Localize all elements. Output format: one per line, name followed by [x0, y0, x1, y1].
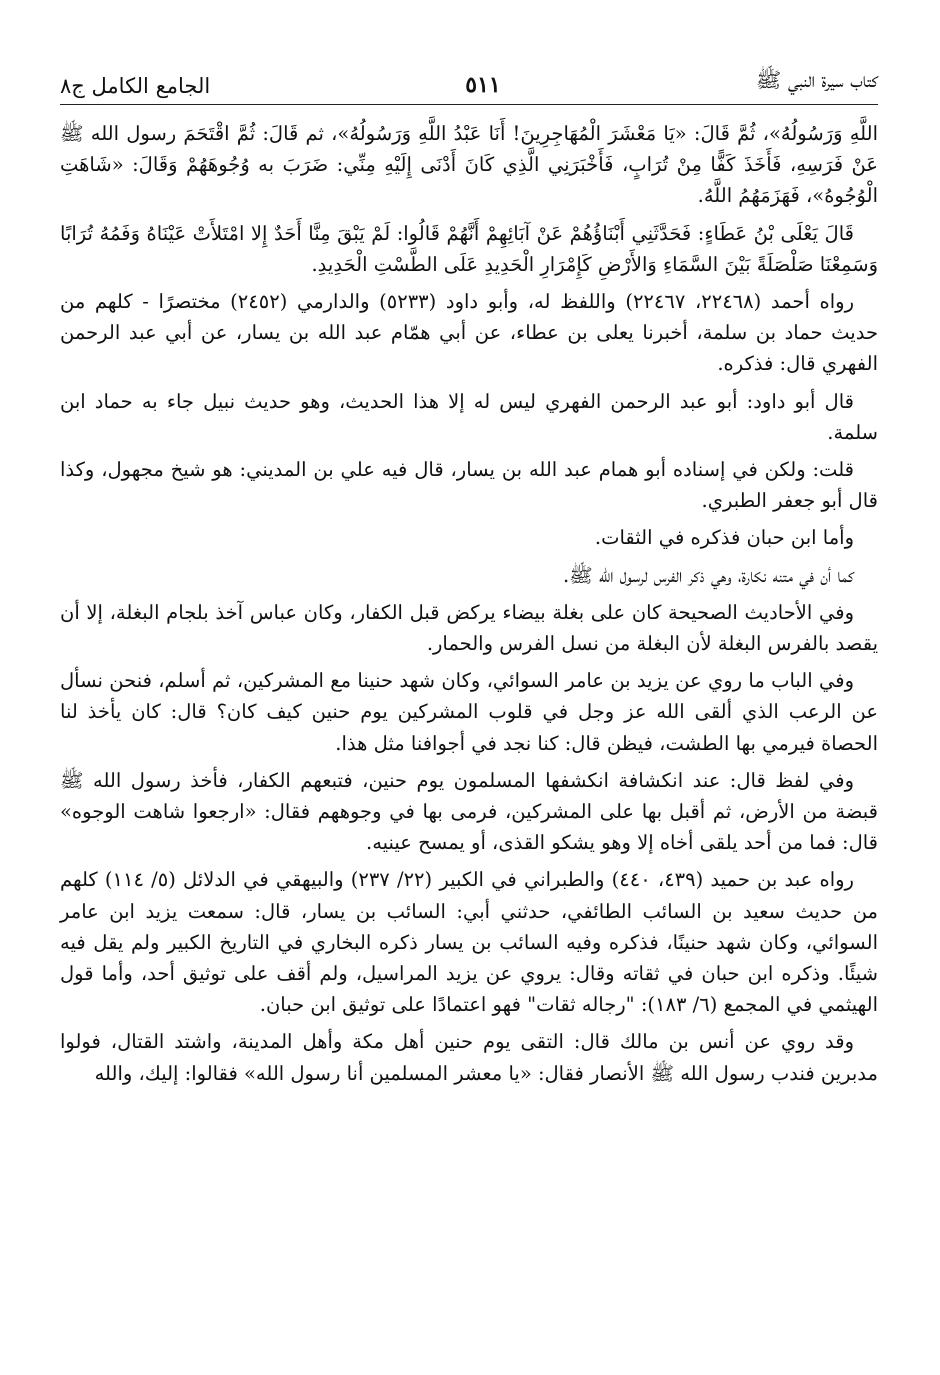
paragraph: اللَّهِ وَرَسُولُهُ»، ثُمَّ قَالَ: «يَا مَعْشَرَ الْمُهَاجِرِينَ! أَنَا عَبْدُ اللَّهِ وَرَسُولُهُ»، ثم قَالَ: ثُمَّ اقْتَحَمَ رسول الله ﷺ عَنْ فَرَسِهِ، فَأَخَذَ كَفًّا مِنْ تُرَابٍ، فَأَخْبَرَنِي الَّذِي كَانَ أَدْنَى إِلَيْهِ مِنِّي: ضَرَبَ به وُجُوهَهُمْ وَقَالَ: «شَاهَتِ الْوُجُوهُ»، فَهَزَمَهُمُ اللَّهُ.	[60, 122, 878, 208]
paragraph: قلت: ولكن في إسناده أبو همام عبد الله بن يسار، قال فيه علي بن المديني: هو شيخ مجهول، وكذا قال أبو جعفر الطبري.	[60, 458, 878, 513]
page-number: ٥١١	[465, 72, 501, 98]
series-title: الجامع الكامل ج٨	[60, 74, 211, 98]
paragraph: قال أبو داود: أبو عبد الرحمن الفهري ليس له إلا هذا الحديث، وهو حديث نبيل جاء به حماد ابن سلمة.	[60, 389, 878, 444]
paragraph: قَالَ يَعْلَى بْنُ عَطَاءٍ: فَحَدَّثَنِي أَبْنَاؤُهُمْ عَنْ آبَائِهِمْ أَنَّهُمْ قَالُوا: لَمْ يَبْقَ مِنَّا أَحَدٌ إِلا امْتَلأَتْ عَيْنَاهُ وَفَمُهُ تُرَابًا وَسَمِعْنَا صَلْصَلَةً بَيْنَ السَّمَاءِ وَالأَرْضِ كَإِمْرَارِ الْحَدِيدِ عَلَى الطَّسْتِ الْحَدِيدِ.	[60, 221, 878, 276]
paragraph: وفي لفظ قال: عند انكشافة انكشفها المسلمون يوم حنين، فتبعهم الكفار، فأخذ رسول الله ﷺ قبضة من الأرض، ثم أقبل بها على المشركين، فرمى بها في وجوههم فقال: «ارجعوا شاهت الوجوه» قال: فما من أحد يلقى أخاه إلا وهو يشكو القذى، أو يمسح عينيه.	[60, 768, 878, 855]
paragraph: رواه أحمد (٢٢٤٦٨، ٢٢٤٦٧) واللفظ له، وأبو داود (٥٢٣٣) والدارمي (٢٤٥٢) مختصرًا - كلهم من حديث حماد بن سلمة، أخبرنا يعلى بن عطاء، عن أبي همّام عبد الله بن يسار، عن أبي عبد الرحمن الفهري قال: فذكره.	[60, 290, 878, 376]
paragraph: وفي الباب ما روي عن يزيد بن عامر السوائي، وكان شهد حنينا مع المشركين، ثم أسلم، فنحن نسأل عن الرعب الذي ألقى الله عز وجل في قلوب المشركين يوم حنين كيف كان؟ قال: كان يأخذ لنا الحصاة فيرمي بها الطشت، فيظن قال: كنا نجد في أجوافنا مثل هذا.	[60, 669, 878, 755]
paragraph: رواه عبد بن حميد (٤٣٩، ٤٤٠) والطبراني في الكبير (٢٢/ ٢٣٧) والبيهقي في الدلائل (٥/ ١١٤) كلهم من حديث سعيد بن السائب الطائفي، حدثني أبي: السائب بن يسار، قال: سمعت يزيد ابن عامر السوائي، وكان شهد حنينًا، فذكره وفيه السائب بن يسار ذكره البخاري في التاريخ الكبير ولم يقل فيه شيئًا. وذكره ابن حبان في ثقاته وقال: يروي عن يزيد المراسيل، ولم أقف على توثيق أحد، وأما قول الهيثمي في المجمع (٦/ ١٨٣): "رجاله ثقات" فهو اعتمادًا على توثيق ابن حبان.	[60, 868, 878, 1017]
paragraph: وقد روي عن أنس بن مالك قال: التقى يوم حنين أهل مكة وأهل المدينة، واشتد القتال، فولوا مدبرين فندب رسول الله ﷺ الأنصار فقال: «يا معشر المسلمين أنا رسول الله» فقالوا: إليك، والله	[60, 1030, 878, 1085]
page-body	[60, 118, 878, 1095]
header-divider	[60, 104, 878, 105]
paragraph: كما أن في متنه نكارة، وهي ذكر الفرس لرسول الله ﷺ.	[562, 563, 854, 587]
paragraph: وأما ابن حبان فذكره في الثقات.	[594, 526, 854, 550]
book-title: كتاب سيرة النبي ﷺ	[755, 68, 878, 92]
paragraph: وفي الأحاديث الصحيحة كان على بغلة بيضاء يركض قبل الكفار، وكان عباس آخذ بلجام البغلة، إلا أن يقصد بالفرس البغلة لأن البغلة من نسل الفرس والحمار.	[60, 600, 878, 656]
page-header	[60, 58, 878, 98]
